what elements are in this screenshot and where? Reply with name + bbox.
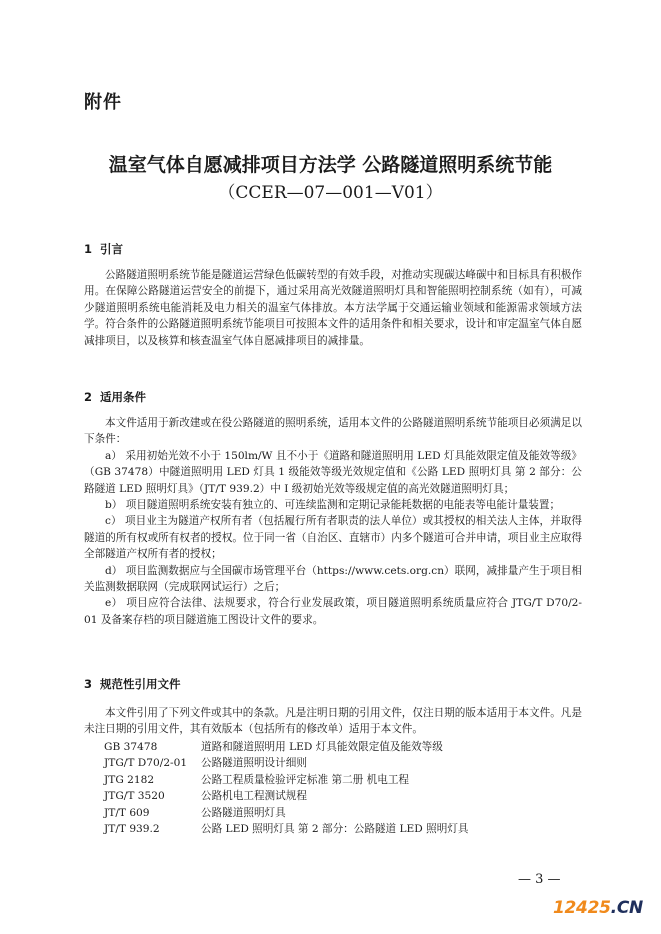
reference-row [104,805,469,821]
reference-row [104,739,469,755]
condition-item-a: a） 采用初始光效不小于 150lm/W 且不小于《道路和隧道照明用 LED 灯具能效限定值及能效等级》（GB 37478）中隧道照明用 LED 灯具 1 级能效等级光效规定值和《公路 LED 照明灯具 第 2 部分：公路隧道 LED 照明灯具》（JT/T 939.2）中 I 级初始光效等级规定值的高光效隧道照明灯具； [84,449,582,495]
document-title: 温室气体自愿减排项目方法学 公路隧道照明系统节能 [108,154,553,176]
reference-title: 公路工程质量检验评定标准 第二册 机电工程 [201,773,410,786]
reference-code: GB 37478 [104,741,158,753]
site-watermark [553,898,643,918]
condition-item-b: b） 项目隧道照明系统安装有独立的、可连续监测和定期记录能耗数据的电能表等电能计量装置； [105,499,561,512]
page-number: — 3 — [518,872,561,887]
reference-row [104,788,469,804]
reference-code: JTG 2182 [104,773,155,786]
reference-row [104,755,469,771]
section-number: 3 [84,677,93,691]
section-title: 规范性引用文件 [100,677,181,691]
condition-item-c: c） 项目业主为隧道产权所有者（包括履行所有者职责的法人单位）或其授权的相关法人主体，并取得隧道的所有权或所有权者的授权。位于同一省（自治区、直辖市）内多个隧道可合并申请，项目业主应取得全部隧道产权所有者的授权； [84,515,582,561]
condition-item-e: e） 项目应符合法律、法规要求，符合行业发展政策，项目隧道照明系统质量应符合 JTG/T D70/2-01 及备案存档的项目隧道施工图设计文件的要求。 [84,597,582,626]
reference-list [104,739,469,837]
section-heading-conditions [84,389,146,405]
reference-title: 公路隧道照明设计细则 [201,757,307,770]
reference-row [104,772,469,788]
section-heading-references [84,676,181,692]
watermark-domain: .CN [610,898,643,918]
reference-title: 公路隧道照明灯具 [201,806,286,819]
attachment-label: 附件 [84,92,122,113]
section-heading-intro [84,241,123,257]
section-number: 1 [84,242,93,256]
reference-title: 公路 LED 照明灯具 第 2 部分：公路隧道 LED 照明灯具 [201,823,469,836]
section-title: 适用条件 [100,390,146,404]
reference-code: JTG/T 3520 [104,790,165,803]
section-title: 引言 [100,242,123,256]
intro-paragraph: 公路隧道照明系统节能是隧道运营绿色低碳转型的有效手段，对推动实现碳达峰碳中和目标具有积极作用。在保障公路隧道运营安全的前提下，通过采用高光效隧道照明灯具和智能照明控制系统（如有），可减少隧道照明系统电能消耗及电力相关的温室气体排放。本方法学属于交通运输业领域和能源需求领域方法学。符合条件的公路隧道照明系统节能项目可按照本文件的适用条件和相关要求，设计和审定温室气体自愿减排项目，以及核算和核查温室气体自愿减排项目的减排量。 [84,269,582,347]
reference-code: JT/T 939.2 [104,823,160,836]
reference-row [104,821,469,837]
intro-section [84,267,582,349]
reference-title: 公路机电工程测试规程 [201,790,307,803]
reference-title: 道路和隧道照明用 LED 灯具能效限定值及能效等级 [201,741,443,753]
references-section [84,705,582,738]
reference-code: JT/T 609 [104,806,150,819]
document-code: （CCER—07—001—V01） [218,183,443,203]
conditions-intro: 本文件适用于新改建或在役公路隧道的照明系统，适用本文件的公路隧道照明系统节能项目必须满足以下条件： [84,417,582,446]
reference-code: JTG/T D70/2-01 [104,757,188,770]
watermark-number: 12425 [553,898,611,918]
section-number: 2 [84,390,93,404]
references-intro: 本文件引用了下列文件或其中的条款。凡是注明日期的引用文件，仅注日期的版本适用于本文件。凡是未注日期的引用文件，其有效版本（包括所有的修改单）适用于本文件。 [84,707,582,736]
condition-item-d: d） 项目监测数据应与全国碳市场管理平台（https://www.cets.org.cn）联网，减排量产生于项目相关监测数据联网（完成联网试运行）之后； [84,564,582,594]
conditions-section [84,415,582,628]
